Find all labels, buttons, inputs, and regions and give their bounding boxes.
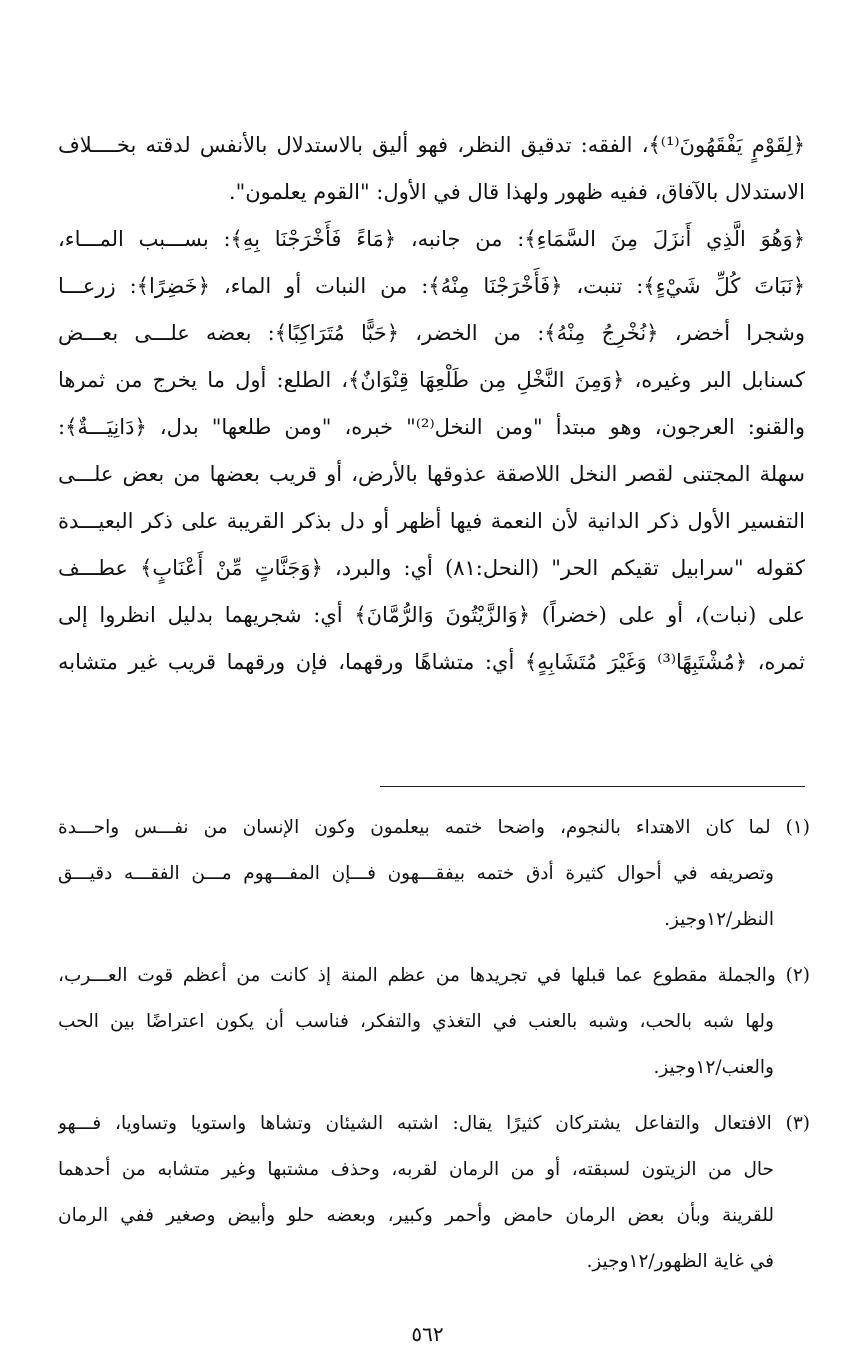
text-line: التفسير الأول ذكر الدانية لأن النعمة فيها أظهر أو دل بذكر القريبة على ذكر البعيـــدة <box>58 509 805 533</box>
footnote-1 <box>58 805 810 943</box>
footnotes <box>58 805 810 1295</box>
text-line: ثمره، ﴿مُشْتَبِهًا⁽³⁾ وَغَيْرَ مُتَشَابِهٍ﴾ أي: متشاهًا ورقهما، فإن ورقهما قريب غير متشابه <box>58 650 805 674</box>
footnote-2 <box>58 953 810 1091</box>
text-line: الاستدلال بالآفاق، ففيه ظهور ولهذا قال في الأول: "القوم يعلمون". <box>228 180 805 204</box>
text-line: وشجرا أخضر، ﴿نُخْرِجُ مِنْهُ﴾: من الخضر، ﴿حَبًّا مُتَرَاكِبًا﴾: بعضه علـــى بعـــض <box>58 321 805 345</box>
footnote-separator <box>380 786 805 787</box>
footnote-line: للقرينة وبأن بعض الرمان حامض وأحمر وكبير، وبعضه حلو وأبيض وصغير ففي الرمان <box>58 1205 774 1226</box>
footnote-line: (٣) الافتعال والتفاعل يشتركان كثيرًا يقال: اشتبه الشيئان وتشاها واستويا وتساويا، فـــهو <box>58 1113 810 1134</box>
text-line: ﴿نَبَاتَ كُلِّ شَيْءٍ﴾: تنبت، ﴿فَأَخْرَجْنَا مِنْهُ﴾: من النبات أو الماء، ﴿خَضِرًا﴾: زرعـــا <box>58 274 805 298</box>
page-number: ٥٦٢ <box>411 1322 444 1346</box>
text-line: سهلة المجتنى لقصر النخل اللاصقة عذوقها بالأرض، أو قريب بعضها من بعض علـــى <box>58 462 805 486</box>
footnote-line: والعنب/١٢وجيز. <box>653 1057 774 1078</box>
text-line: ﴿لِقَوْمٍ يَفْقَهُونَ⁽¹⁾﴾، الفقه: تدقيق النظر، فهو أليق بالاستدلال بالأنفس لدقته بخــــلاف <box>58 133 805 157</box>
text-line: على (نبات)، أو على (خضراً) ﴿وَالزَّيْتُونَ وَالرُّمَّانَ﴾ أي: شجريهما بدليل انظروا إلى <box>58 603 805 627</box>
footnote-line: النظر/١٢وجيز. <box>664 909 774 930</box>
footnote-line: (١) لما كان الاهتداء بالنجوم، واضحا ختمه بيعلمون وكون الإنسان من نفـــس واحـــدة <box>58 817 810 838</box>
main-text <box>58 122 805 686</box>
footnote-3 <box>58 1101 810 1285</box>
footnote-line: في غاية الظهور/١٢وجيز. <box>586 1251 774 1272</box>
footnote-line: ولها شبه بالحب، وشبه بالعنب في التغذي والتفكر، فناسب أن يكون اعتراضًا بين الحب <box>58 1011 774 1032</box>
text-line: ﴿وَهُوَ الَّذِي أَنزَلَ مِنَ السَّمَاءِ﴾: من جانبه، ﴿مَاءً فَأَخْرَجْنَا بِهِ﴾: بســـبب المـــاء، <box>58 227 805 251</box>
text-line: كقوله "سرابيل تقيكم الحر" (النحل:٨١) أي: والبرد، ﴿وَجَنَّاتٍ مِّنْ أَعْنَابٍ﴾ عطـــف <box>58 556 805 580</box>
footnote-line: وتصريفه في أحوال كثيرة أدق ختمه بيفقـــهون فـــإن المفـــهوم مـــن الفقـــه دقيـــق <box>58 863 774 884</box>
footnote-line: حال من الزيتون لسبقته، أو من الرمان لقربه، وحذف مشتبها وغير متشابه من أحدهما <box>58 1159 774 1180</box>
text-line: والقنو: العرجون، وهو مبتدأ "ومن النخل⁽²⁾" خبره، "ومن طلعها" بدل، ﴿دَانِيَـــةٌ﴾: <box>58 415 805 439</box>
text-line: كسنابل البر وغيره، ﴿وَمِنَ النَّخْلِ مِن طَلْعِهَا قِنْوَانٌ﴾، الطلع: أول ما يخرج من ثمرها <box>58 368 805 392</box>
footnote-line: (٢) والجملة مقطوع عما قبلها في تجريدها من عظم المنة إذ كانت من أعظم قوت العـــرب، <box>58 965 810 986</box>
